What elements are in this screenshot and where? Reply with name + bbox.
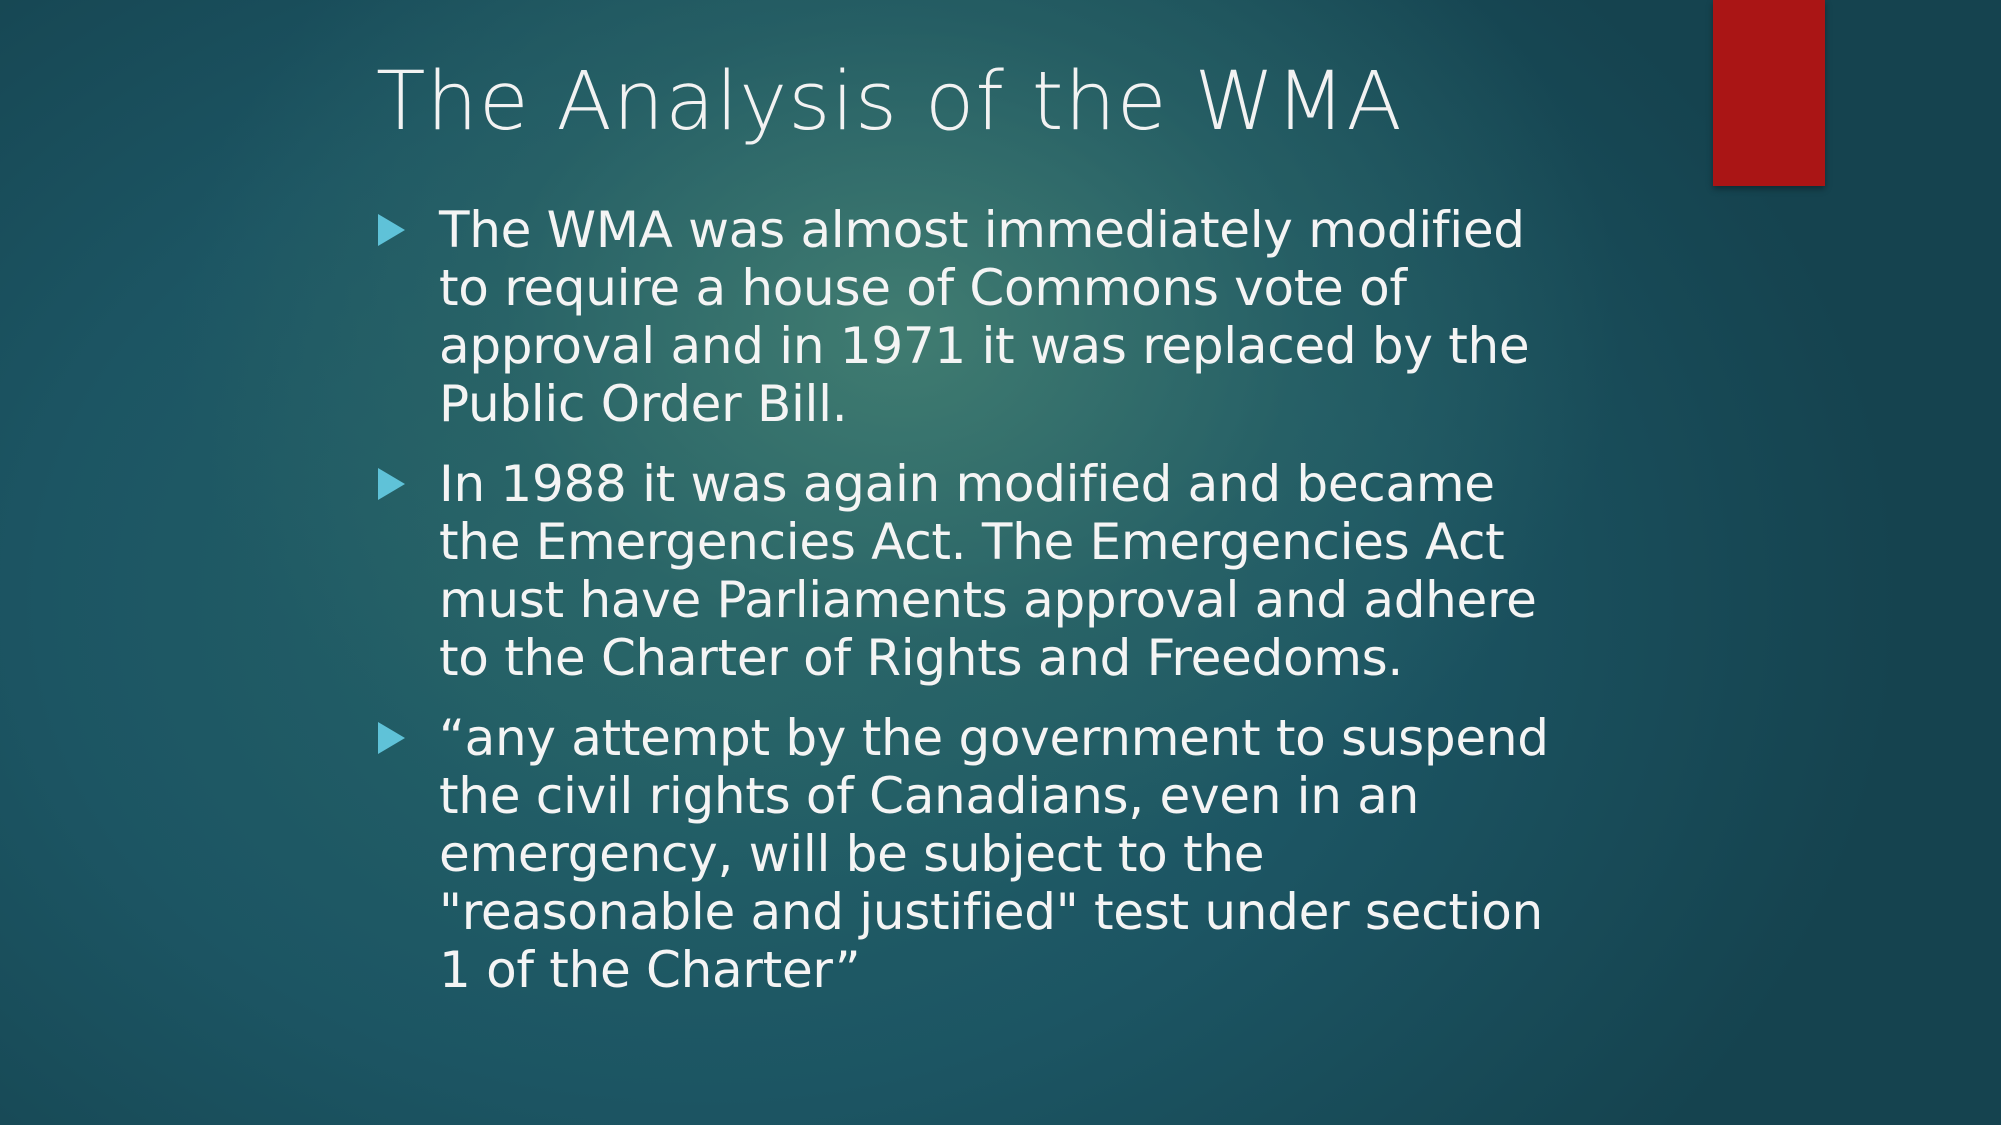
bullet-item [378,709,1638,999]
bullet-item [378,201,1638,433]
bullet-text: The WMA was almost immediately modified to require a house of Commons vote of approval and in 1971 it was replaced by the Public Order Bill. [439,201,1530,433]
bullet-text: “any attempt by the government to suspend the civil rights of Canadians, even in an emergency, will be subject to the "reasonable and justified" test under section 1 of the Charter” [439,709,1549,999]
bullet-list [378,201,1638,1021]
triangle-bullet-icon [378,214,405,246]
triangle-bullet-icon [378,468,405,500]
accent-tab [1713,0,1825,186]
slide-title: The Analysis of the WMA [376,55,1403,149]
bullet-item [378,455,1638,687]
bullet-text: In 1988 it was again modified and became the Emergencies Act. The Emergencies Act must have Parliaments approval and adhere to the Charter of Rights and Freedoms. [439,455,1537,687]
triangle-bullet-icon [378,722,405,754]
